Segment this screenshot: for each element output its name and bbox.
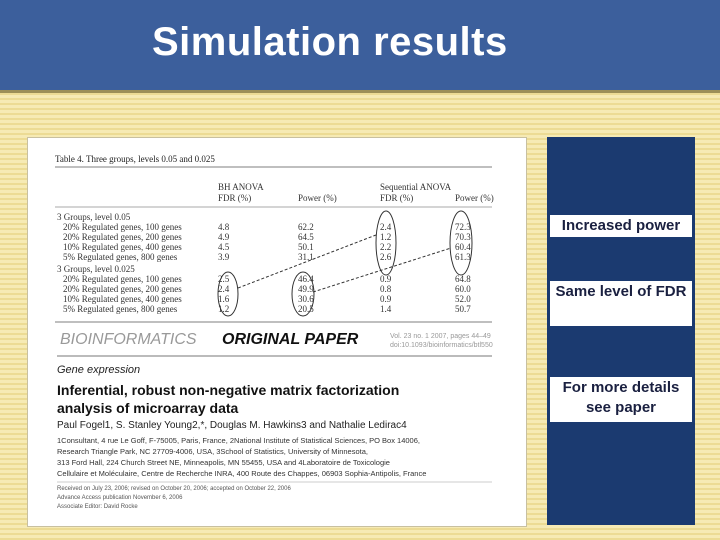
callout-increased-power: Increased power [550,215,692,237]
table-cell: 3.9 [218,252,230,262]
table-cell: 64.5 [298,232,314,242]
table-cell: 2.5 [218,274,230,284]
callout-same-fdr: Same level of FDR [550,281,692,326]
callout-more-details: For more details see paper [550,377,692,422]
table-cell: 2.2 [380,242,392,252]
slide-title: Simulation results [152,20,508,64]
advance-access: Advance Access publication November 6, 2006 [57,495,183,501]
table-cell: 1.6 [218,294,230,304]
col-group-bh: BH ANOVA [218,182,264,192]
table-cell: 20.5 [298,304,314,314]
table-cell: 0.9 [380,274,392,284]
row-label: 5% Regulated genes, 800 genes [63,252,178,262]
table-caption: Table 4. Three groups, levels 0.05 and 0.025 [55,154,215,164]
table-cell: 50.7 [455,304,471,314]
paper-authors: Paul Fogel1, S. Stanley Young2,*, Douglas M. Hawkins3 and Nathalie Ledirac4 [57,420,407,431]
table-cell: 72.3 [455,222,471,232]
table-cell: 2.4 [380,222,392,232]
table-cell: 60.0 [455,284,471,294]
row-label: 5% Regulated genes, 800 genes [63,304,178,314]
table-cell: 1.2 [218,304,230,314]
table-cell: 0.8 [380,284,392,294]
row-label: 10% Regulated genes, 400 genes [63,242,182,252]
table-cell: 60.4 [455,242,471,252]
paper-type: ORIGINAL PAPER [222,331,359,348]
associate-editor: Associate Editor: David Rocke [57,504,138,510]
section-label: 3 Groups, level 0.05 [57,212,131,222]
row-label: 10% Regulated genes, 400 genes [63,294,182,304]
table-cell: 62.2 [298,222,314,232]
table-cell: 46.4 [298,274,314,284]
table-cell: 61.3 [455,252,471,262]
paper-section: Gene expression [57,364,141,376]
paper-title-line2: analysis of microarray data [57,400,239,416]
volume-info: Vol. 23 no. 1 2007, pages 44–49 [390,333,491,340]
section-label: 3 Groups, level 0.025 [57,264,135,274]
table-cell: 4.5 [218,242,230,252]
table-cell: 52.0 [455,294,471,304]
affiliation-line: 313 Ford Hall, 224 Church Street NE, Minneapolis, MN 55455, USA and 4Laboratoire de Toxicologie [57,458,390,467]
table-cell: 0.9 [380,294,392,304]
table-cell: 1.2 [380,232,392,242]
table-cell: 70.3 [455,232,471,242]
journal-name: BIOINFORMATICS [60,331,197,348]
col-header: FDR (%) [218,193,252,203]
table-cell: 64.8 [455,274,471,284]
row-label: 20% Regulated genes, 200 genes [63,284,182,294]
callout-panel [547,137,695,525]
paper-title-line1: Inferential, robust non-negative matrix factorization [57,382,400,398]
col-group-seq: Sequential ANOVA [380,182,452,192]
table-cell: 50.1 [298,242,314,252]
table-cell: 4.8 [218,222,230,232]
table-cell: 30.6 [298,294,314,304]
doi: doi:10.1093/bioinformatics/btl550 [390,342,493,349]
affiliation-line: 1Consultant, 4 rue Le Goff, F-75005, Paris, France, 2National Institute of Statistical Sciences, PO Box 14006, [57,436,420,445]
table-cell: 31.1 [298,252,314,262]
table-cell: 2.6 [380,252,392,262]
table-cell: 1.4 [380,304,392,314]
affiliation-line: Research Triangle Park, NC 27709-4006, USA, 3School of Statistics, University of Minnesota, [57,447,368,456]
col-header: Power (%) [298,193,337,203]
col-header: FDR (%) [380,193,414,203]
row-label: 20% Regulated genes, 100 genes [63,274,182,284]
table-cell: 49.9 [298,284,314,294]
col-header: Power (%) [455,193,494,203]
received-dates: Received on July 23, 2006; revised on October 20, 2006; accepted on October 22, 2006 [57,486,291,492]
table-cell: 2.4 [218,284,230,294]
row-label: 20% Regulated genes, 200 genes [63,232,182,242]
affiliation-line: Cellulaire et Moléculaire, Centre de Recherche INRA, 400 Route des Chappes, 06903 Sophia-Antipolis, France [57,469,427,478]
row-label: 20% Regulated genes, 100 genes [63,222,182,232]
table-cell: 4.9 [218,232,230,242]
